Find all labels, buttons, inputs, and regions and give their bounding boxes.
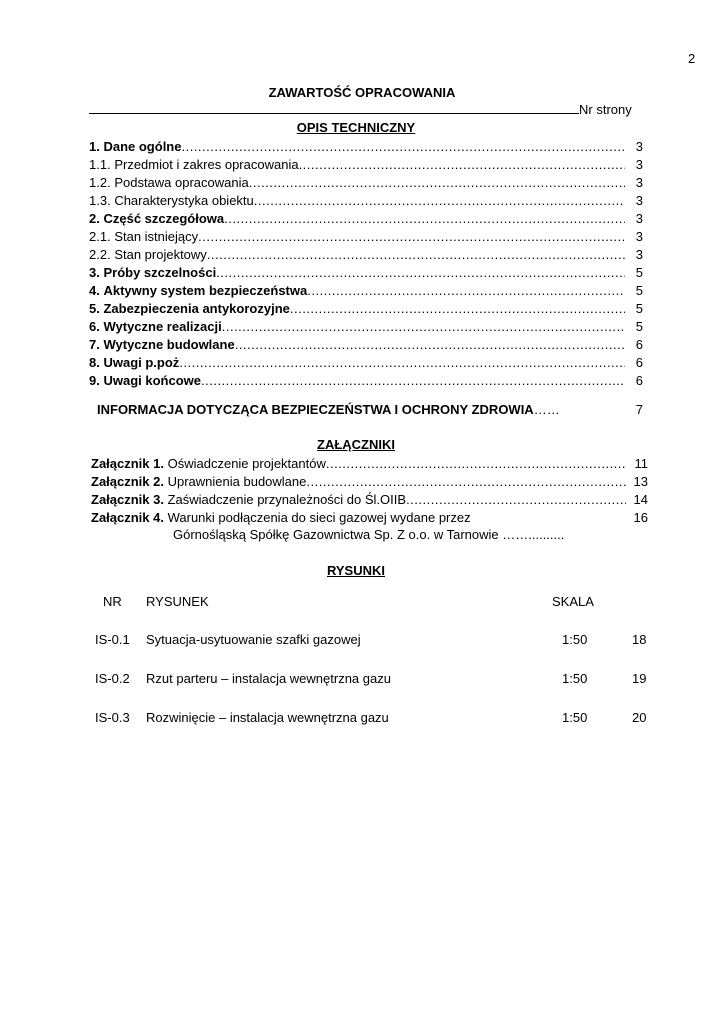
attachment-entry[interactable] (91, 456, 648, 472)
toc-entry-page: 6 (635, 355, 643, 370)
attachment-text: Oświadczenie projektantów (167, 456, 326, 471)
attachment-entry[interactable] (91, 492, 648, 508)
attachment-leader-dots (306, 474, 626, 490)
toc-entry[interactable] (89, 319, 643, 335)
attachment-4-continuation: Górnośląską Spółkę Gazownictwa Sp. Z o.o. w Tarnowie …….......... (173, 527, 565, 542)
toc-entry-label (89, 157, 299, 173)
toc-entry-number: 8. (89, 355, 100, 370)
toc-leader-dots (216, 265, 625, 281)
toc-entry-page: 3 (635, 193, 643, 208)
toc-entry-label (89, 139, 181, 155)
toc-entry[interactable] (89, 193, 643, 209)
toc-entry-page: 5 (635, 265, 643, 280)
toc-entry-number: 7. (89, 337, 100, 352)
attachment-page: 14 (633, 492, 648, 507)
attachment-number: Załącznik 4. (91, 510, 164, 525)
drawing-number: IS-0.2 (95, 671, 130, 686)
toc-entry[interactable] (89, 229, 643, 245)
toc-entry-number: 1.1. (89, 157, 111, 172)
toc-entry-text: Próby szczelności (103, 265, 217, 280)
toc-entry-text: Wytyczne budowlane (103, 337, 235, 352)
info-label: INFORMACJA DOTYCZĄCA BEZPIECZEŃSTWA I OCHRONY ZDROWIA (97, 402, 534, 417)
page-column-header: Nr strony (579, 102, 632, 117)
toc-entry-label (89, 193, 254, 209)
toc-entry-text: Wytyczne realizacji (103, 319, 222, 334)
attachment-label (91, 474, 306, 490)
drawing-scale: 1:50 (562, 671, 588, 686)
toc-entry-text: Uwagi p.poż (103, 355, 180, 370)
drawing-name: Sytuacja-usytuowanie szafki gazowej (146, 632, 361, 647)
drawing-page: 19 (632, 671, 647, 686)
attachment-number: Załącznik 2. (91, 474, 164, 489)
page-number: 2 (688, 51, 696, 66)
attachment-page: 11 (634, 456, 648, 471)
attachment-label (91, 510, 471, 526)
toc-entry-label (89, 283, 307, 299)
attachment-text: Uprawnienia budowlane (167, 474, 307, 489)
toc-entry[interactable] (89, 373, 643, 389)
toc-entry[interactable] (89, 211, 643, 227)
document-title: ZAWARTOŚĆ OPRACOWANIA (268, 85, 456, 100)
header-skala: SKALA (552, 594, 594, 609)
attachment-leader-dots (406, 492, 626, 508)
toc-entry-number: 1.2. (89, 175, 111, 190)
info-dots: …… (533, 402, 560, 417)
toc-leader-dots (235, 337, 625, 353)
header-rysunek: RYSUNEK (146, 594, 209, 609)
attachment-text: Zaświadczenie przynależności do Śl.OIIB (167, 492, 407, 507)
toc-entry-text: Uwagi końcowe (103, 373, 201, 388)
toc-entry-label (89, 247, 207, 263)
attachment-number: Załącznik 1. (91, 456, 164, 471)
toc-leader-dots (207, 247, 625, 263)
toc-leader-dots (254, 193, 625, 209)
toc-entry[interactable] (89, 157, 643, 173)
drawing-page: 18 (632, 632, 647, 647)
drawing-scale: 1:50 (562, 710, 588, 725)
toc-entry[interactable] (89, 355, 643, 371)
title-rule (89, 113, 579, 114)
info-page: 7 (635, 402, 643, 417)
attachment-text: Warunki podłączenia do sieci gazowej wydane przez (167, 510, 471, 525)
toc-entry-text: Stan projektowy (114, 247, 207, 262)
toc-entry-page: 3 (635, 157, 643, 172)
toc-entry-label (89, 355, 179, 371)
header-nr: NR (103, 594, 122, 609)
toc-entry-text: Charakterystyka obiektu (114, 193, 254, 208)
drawing-row[interactable] (0, 671, 724, 687)
toc-entry[interactable] (89, 301, 643, 317)
toc-entry-label (89, 175, 249, 191)
toc-entry-page: 5 (635, 301, 643, 316)
section-rysunki: RYSUNKI (326, 563, 386, 578)
toc-entry-number: 5. (89, 301, 100, 316)
toc-entry-label (89, 337, 235, 353)
toc-entry-number: 9. (89, 373, 100, 388)
drawing-page: 20 (632, 710, 647, 725)
toc-entry-number: 2.1. (89, 229, 111, 244)
attachment-label (91, 456, 326, 472)
drawing-number: IS-0.1 (95, 632, 130, 647)
drawing-row[interactable] (0, 710, 724, 726)
toc-entry-number: 6. (89, 319, 100, 334)
toc-entry[interactable] (89, 175, 643, 191)
drawing-name: Rzut parteru – instalacja wewnętrzna gazu (146, 671, 391, 686)
drawing-scale: 1:50 (562, 632, 588, 647)
toc-leader-dots (179, 355, 625, 371)
toc-entry-page: 5 (635, 319, 643, 334)
toc-entry-page: 6 (635, 373, 643, 388)
toc-entry-text: Przedmiot i zakres opracowania (114, 157, 299, 172)
toc-entry-text: Dane ogólne (103, 139, 182, 154)
attachment-label (91, 492, 406, 508)
toc-entry-text: Część szczegółowa (103, 211, 225, 226)
toc-entry-number: 2.2. (89, 247, 111, 262)
toc-leader-dots (299, 157, 625, 173)
toc-entry-page: 3 (635, 175, 643, 190)
attachment-leader-dots (326, 456, 626, 472)
toc-entry[interactable] (89, 265, 643, 281)
toc-leader-dots (201, 373, 625, 389)
drawings-header (0, 594, 724, 610)
drawing-name: Rozwinięcie – instalacja wewnętrzna gazu (146, 710, 389, 725)
info-row[interactable] (97, 402, 643, 418)
section-zalaczniki: ZAŁĄCZNIKI (317, 437, 395, 452)
attachment-number: Załącznik 3. (91, 492, 164, 507)
toc-entry[interactable] (89, 283, 643, 299)
toc-entry-label (89, 373, 201, 389)
toc-entry-text: Podstawa opracowania (114, 175, 249, 190)
toc-entry-text: Zabezpieczenia antykorozyjne (103, 301, 290, 316)
drawing-number: IS-0.3 (95, 710, 130, 725)
attachment-entry[interactable] (91, 474, 648, 490)
toc-entry-text: Aktywny system bezpieczeństwa (103, 283, 308, 298)
toc-entry-page: 3 (635, 229, 643, 244)
toc-entry-number: 2. (89, 211, 100, 226)
toc-leader-dots (307, 283, 625, 299)
toc-leader-dots (224, 211, 625, 227)
toc-entry-number: 3. (89, 265, 100, 280)
toc-entry[interactable] (89, 139, 643, 155)
toc-entry-label (89, 301, 290, 317)
toc-entry-page: 6 (635, 337, 643, 352)
toc-entry-number: 4. (89, 283, 100, 298)
toc-entry-page: 3 (635, 211, 643, 226)
toc-leader-dots (198, 229, 625, 245)
toc-entry-page: 3 (635, 139, 643, 154)
section-opis-techniczny: OPIS TECHNICZNY (296, 120, 416, 135)
toc-entry[interactable] (89, 337, 643, 353)
toc-entry-page: 3 (635, 247, 643, 262)
attachment-entry[interactable] (91, 510, 648, 526)
toc-entry[interactable] (89, 247, 643, 263)
attachment-page: 16 (633, 510, 648, 525)
toc-entry-label (89, 211, 224, 227)
toc-entry-number: 1.3. (89, 193, 111, 208)
attachment-page: 13 (633, 474, 648, 489)
toc-entry-text: Stan istniejący (114, 229, 199, 244)
toc-entry-label (89, 319, 222, 335)
drawing-row[interactable] (0, 632, 724, 648)
toc-entry-page: 5 (635, 283, 643, 298)
toc-leader-dots (290, 301, 625, 317)
toc-leader-dots (249, 175, 625, 191)
toc-entry-number: 1. (89, 139, 100, 154)
toc-entry-label (89, 229, 198, 245)
toc-leader-dots (181, 139, 625, 155)
toc-entry-label (89, 265, 216, 281)
toc-leader-dots (222, 319, 625, 335)
